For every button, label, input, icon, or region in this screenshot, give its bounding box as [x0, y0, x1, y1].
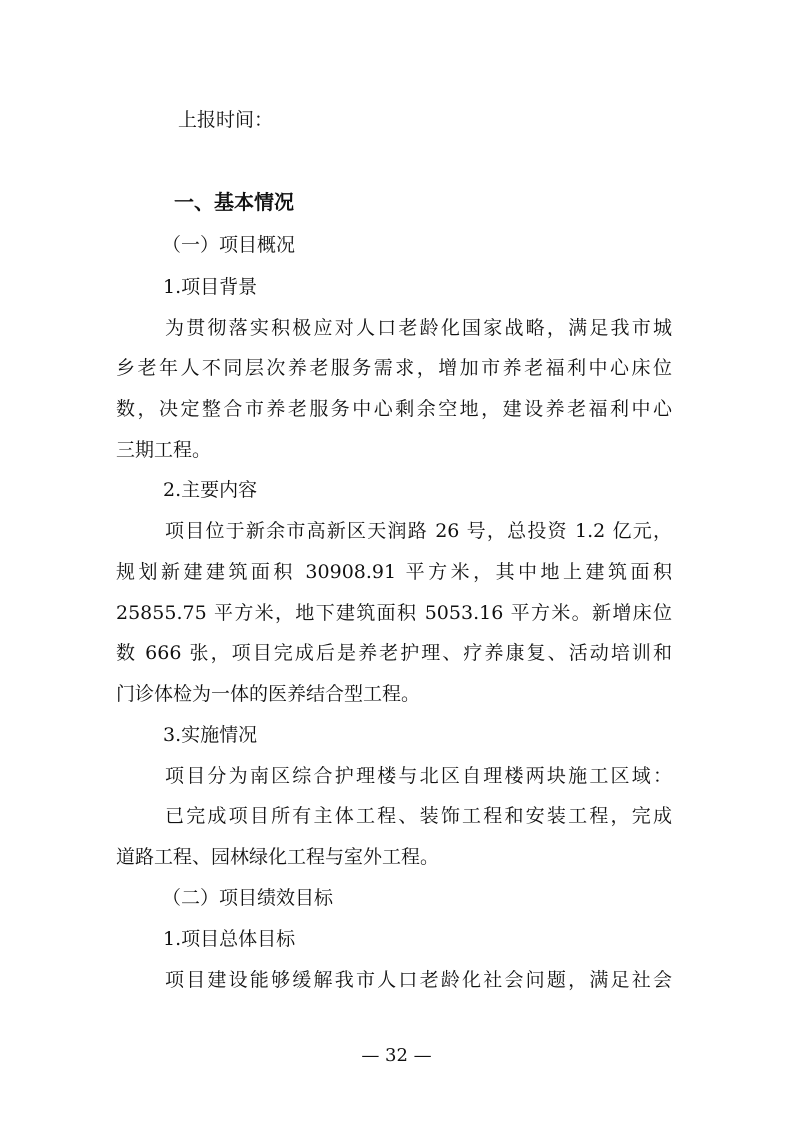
implementation-paragraph-line: 已完成项目所有主体工程、装饰工程和安装工程，完成	[165, 805, 672, 827]
content-paragraph-line: 规划新建建筑面积 30908.91 平方米，其中地上建筑面积	[116, 561, 672, 583]
content-paragraph-line: 数 666 张，项目完成后是养老护理、疗养康复、活动培训和	[116, 642, 672, 664]
goal-paragraph-line: 项目建设能够缓解我市人口老龄化社会问题，满足社会	[165, 969, 672, 991]
report-time-label: 上报时间：	[178, 109, 274, 131]
implementation-paragraph-line: 道路工程、园林绿化工程与室外工程。	[116, 846, 440, 868]
subsection-heading-project-overview: （一）项目概况	[162, 234, 296, 256]
page-number: — 32 —	[361, 1045, 432, 1066]
content-paragraph-line: 门诊体检为一体的医养结合型工程。	[116, 683, 421, 705]
content-paragraph-line: 项目位于新余市高新区天润路 26 号，总投资 1.2 亿元，	[165, 520, 672, 542]
background-paragraph-line: 三期工程。	[116, 439, 212, 461]
item-heading-implementation: 3.实施情况	[163, 724, 258, 746]
item-heading-main-content: 2.主要内容	[163, 479, 258, 501]
content-paragraph-line: 25855.75 平方米，地下建筑面积 5053.16 平方米。新增床位	[116, 602, 672, 624]
background-paragraph-line: 为贯彻落实积极应对人口老龄化国家战略，满足我市城	[165, 317, 672, 339]
item-heading-project-background: 1.项目背景	[163, 276, 258, 298]
implementation-paragraph-line: 项目分为南区综合护理楼与北区自理楼两块施工区域：	[165, 765, 672, 787]
item-heading-overall-goal: 1.项目总体目标	[163, 928, 296, 950]
background-paragraph-line: 乡老年人不同层次养老服务需求，增加市养老福利中心床位	[116, 357, 672, 379]
background-paragraph-line: 数，决定整合市养老服务中心剩余空地，建设养老福利中心	[116, 398, 672, 420]
section-heading-basic-situation: 一、基本情况	[174, 190, 294, 214]
subsection-heading-performance-goals: （二）项目绩效目标	[162, 887, 334, 909]
